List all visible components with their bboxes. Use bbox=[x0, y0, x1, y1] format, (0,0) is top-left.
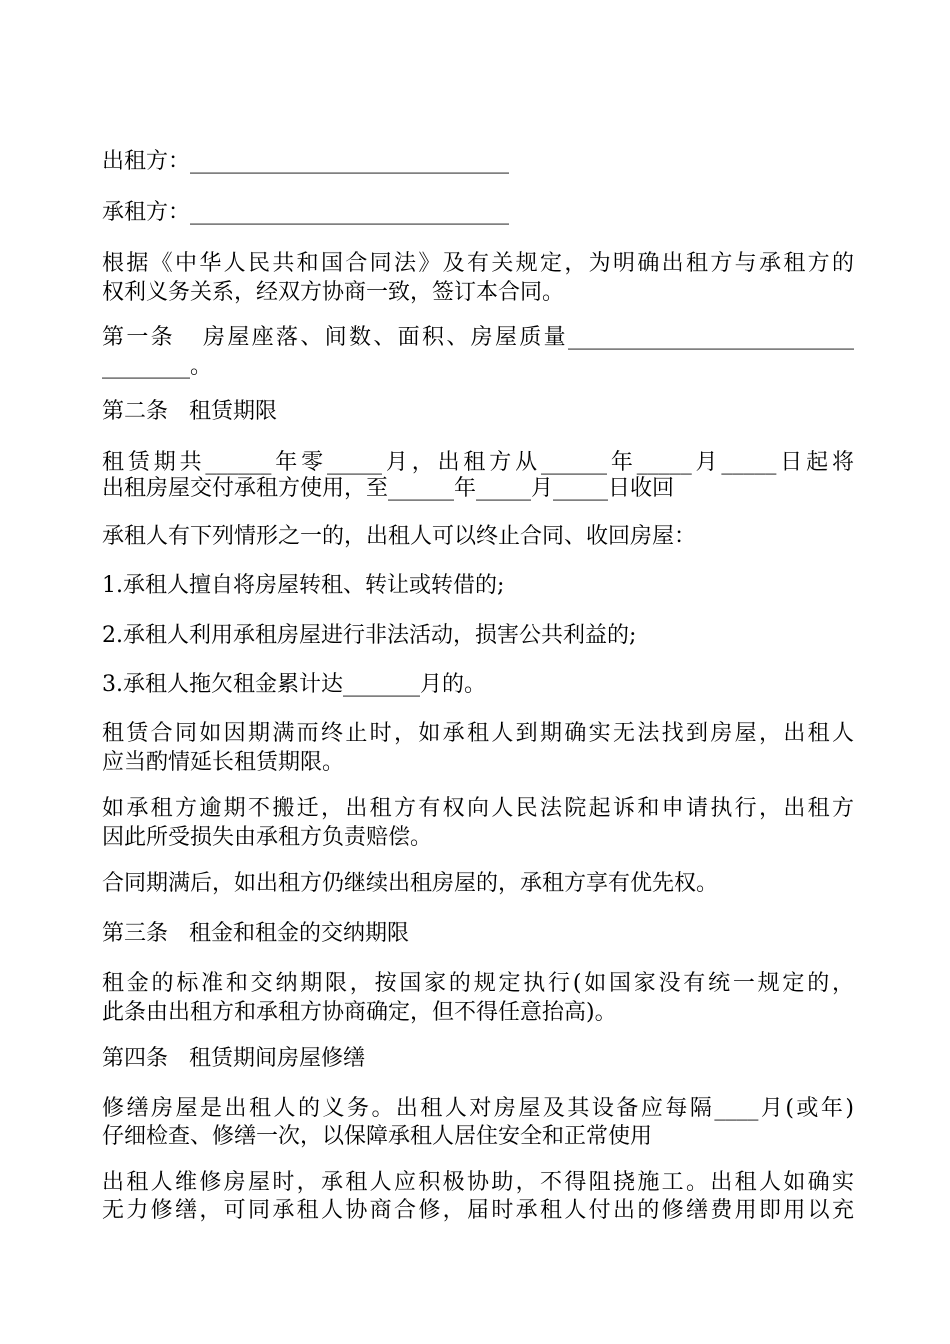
article-2-heading: 第二条 租赁期限 bbox=[102, 399, 277, 424]
extension-line-2: 应当酌情延长租赁期限。 bbox=[102, 750, 345, 775]
rent-line-1: 租金的标准和交纳期限，按国家的规定执行(如国家没有统一规定的， bbox=[102, 971, 854, 996]
assist-line-2: 无力修缮，可同承租人协商合修，届时承租人付出的修缮费用即用以充 bbox=[102, 1198, 854, 1223]
repair-line-1: 修缮房屋是出租人的义务。出租人对房屋及其设备应每隔____月(或年) bbox=[102, 1096, 854, 1121]
termination-item-3: 3.承租人拖欠租金累计达_______月的。 bbox=[102, 672, 486, 697]
termination-intro: 承租人有下列情形之一的，出租人可以终止合同、收回房屋： bbox=[102, 524, 697, 549]
lessee-line: 承租方：_____________________________ bbox=[102, 200, 510, 225]
rent-line-2: 此条由出租方和承租方协商确定，但不得任意抬高)。 bbox=[102, 1000, 617, 1025]
article-1-line-1: 第一条 房屋座落、间数、面积、房屋质量__________________________ bbox=[102, 325, 854, 350]
extension-line-1: 租赁合同如因期满而终止时，如承租人到期确实无法找到房屋，出租人 bbox=[102, 721, 854, 746]
preamble-line-2: 权利义务关系，经双方协商一致，签订本合同。 bbox=[102, 280, 565, 305]
assist-line-1: 出租人维修房屋时，承租人应积极协助，不得阻挠施工。出租人如确实 bbox=[102, 1170, 854, 1195]
article-1-line-2: ________。 bbox=[102, 354, 213, 379]
overdue-line-2: 因此所受损失由承租方负责赔偿。 bbox=[102, 825, 433, 850]
article-4-heading: 第四条 租赁期间房屋修缮 bbox=[102, 1046, 365, 1071]
priority-line: 合同期满后，如出租方仍继续出租房屋的，承租方享有优先权。 bbox=[102, 871, 719, 896]
lessor-line: 出租方：_____________________________ bbox=[102, 149, 510, 174]
overdue-line-1: 如承租方逾期不搬迁，出租方有权向人民法院起诉和申请执行，出租方 bbox=[102, 796, 854, 821]
termination-item-2: 2.承租人利用承租房屋进行非法活动，损害公共利益的; bbox=[102, 623, 637, 648]
preamble-line-1: 根据《中华人民共和国合同法》及有关规定，为明确出租方与承租方的 bbox=[102, 251, 854, 276]
article-3-heading: 第三条 租金和租金的交纳期限 bbox=[102, 921, 409, 946]
termination-item-1: 1.承租人擅自将房屋转租、转让或转借的; bbox=[102, 573, 505, 598]
lease-term-line-2: 出租房屋交付承租方使用，至______年_____月_____日收回 bbox=[102, 476, 675, 501]
repair-line-2: 仔细检查、修缮一次，以保障承租人居住安全和正常使用 bbox=[102, 1124, 653, 1149]
lease-term-line-1: 租赁期共______年零_____月，出租方从______年_____月_____日起将 bbox=[102, 450, 854, 475]
